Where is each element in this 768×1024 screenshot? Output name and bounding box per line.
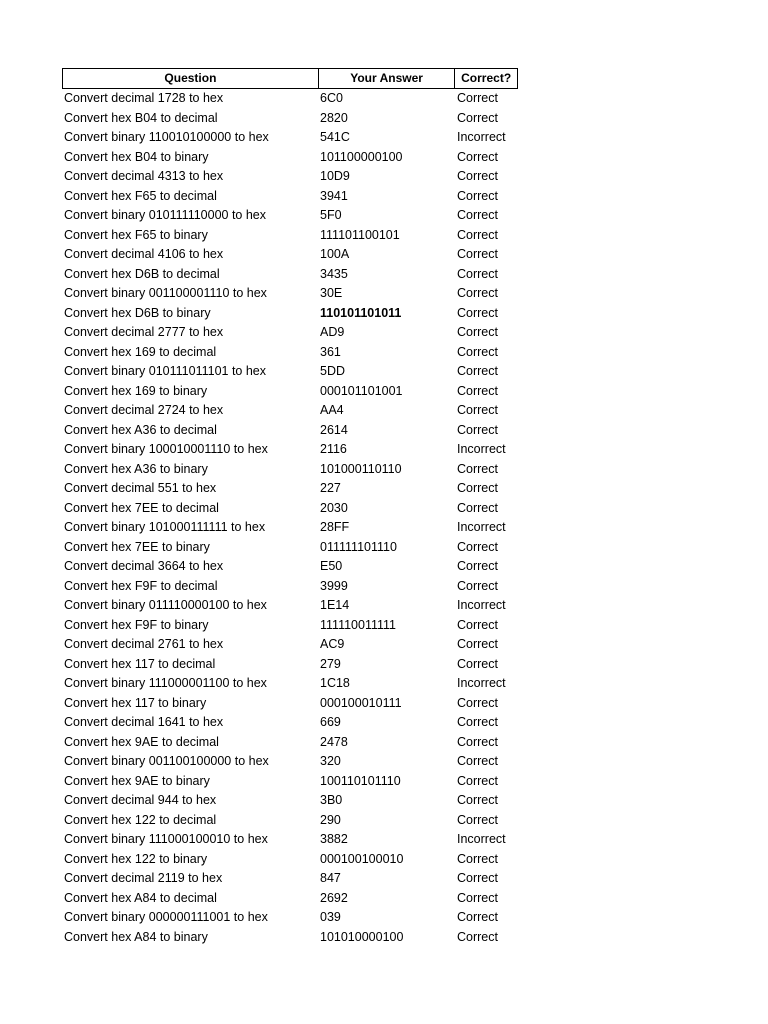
answer-cell: 5DD [320, 364, 346, 378]
table-row [62, 869, 518, 889]
question-cell: Convert binary 110010100000 to hex [64, 130, 269, 144]
answer-cell: 1E14 [320, 598, 350, 612]
correct-cell: Correct [457, 812, 498, 827]
answer-cell: 111101100101 [320, 227, 400, 242]
table-row [62, 128, 518, 148]
correct-cell: Correct [457, 305, 498, 320]
correct-cell: Correct [457, 481, 498, 495]
answer-cell: 6C0 [320, 91, 343, 105]
question-cell: Convert hex D6B to decimal [64, 266, 220, 281]
question-cell: Convert decimal 3664 to hex [64, 559, 224, 573]
question-cell: Convert binary 011110000100 to hex [64, 598, 267, 612]
answer-cell: 847 [320, 871, 341, 885]
answer-sheet-table [62, 68, 518, 947]
question-cell: Convert hex 117 to binary [64, 695, 207, 710]
question-cell: Convert hex F9F to decimal [64, 578, 218, 593]
question-cell: Convert binary 001100100000 to hex [64, 754, 269, 768]
table-body [62, 89, 518, 947]
table-row [62, 830, 518, 850]
table-row [62, 167, 518, 187]
correct-cell: Incorrect [457, 130, 506, 144]
answer-cell: 111110011111 [320, 617, 397, 632]
question-cell: Convert hex A84 to binary [64, 929, 208, 944]
correct-cell: Correct [457, 656, 498, 671]
table-row [62, 304, 518, 324]
answer-cell: 30E [320, 286, 343, 300]
table-row [62, 674, 518, 694]
correct-cell: Correct [457, 208, 498, 222]
answer-cell: 2692 [320, 890, 348, 905]
question-cell: Convert decimal 2119 to hex [64, 871, 223, 885]
question-cell: Convert binary 111000001100 to hex [64, 676, 267, 690]
correct-cell: Correct [457, 715, 498, 729]
answer-cell: E50 [320, 559, 343, 573]
correct-cell: Correct [457, 578, 498, 593]
table-row [62, 557, 518, 577]
question-cell: Convert hex A36 to decimal [64, 422, 217, 437]
question-cell: Convert binary 101000111111 to hex [64, 520, 266, 534]
table-row [62, 577, 518, 597]
question-cell: Convert binary 010111110000 to hex [64, 208, 266, 222]
question-cell: Convert hex 122 to decimal [64, 812, 217, 827]
correct-cell: Correct [457, 344, 498, 359]
table-row [62, 850, 518, 870]
correct-cell: Correct [457, 188, 498, 203]
question-cell: Convert hex 7EE to decimal [64, 500, 219, 515]
answer-cell: 320 [320, 754, 341, 768]
table-row [62, 928, 518, 948]
question-cell: Convert decimal 1641 to hex [64, 715, 224, 729]
table-row [62, 791, 518, 811]
answer-cell: 2030 [320, 500, 348, 515]
question-cell: Convert binary 100010001110 to hex [64, 442, 268, 456]
answer-cell: 100110101110 [320, 773, 401, 788]
table-row [62, 382, 518, 402]
header-correct: Correct? [454, 69, 517, 88]
table-row [62, 265, 518, 285]
answer-cell: 290 [320, 812, 341, 827]
correct-cell: Correct [457, 559, 498, 573]
answer-cell: 28FF [320, 520, 350, 534]
answer-cell: 3882 [320, 832, 348, 846]
correct-cell: Incorrect [457, 832, 506, 846]
answer-cell: AC9 [320, 637, 345, 651]
question-cell: Convert hex B04 to decimal [64, 110, 218, 125]
answer-cell: 2820 [320, 110, 348, 125]
table-row [62, 479, 518, 499]
question-cell: Convert hex D6B to binary [64, 305, 211, 320]
table-row [62, 499, 518, 519]
table-row [62, 538, 518, 558]
correct-cell: Correct [457, 734, 498, 749]
question-cell: Convert decimal 551 to hex [64, 481, 217, 495]
correct-cell: Correct [457, 793, 498, 807]
answer-cell: 3999 [320, 578, 348, 593]
table-row [62, 635, 518, 655]
answer-cell: 101010000100 [320, 929, 404, 944]
answer-cell: 3435 [320, 266, 348, 281]
answer-cell: 279 [320, 656, 341, 671]
correct-cell: Correct [457, 403, 498, 417]
correct-cell: Correct [457, 227, 498, 242]
correct-cell: Correct [457, 461, 498, 476]
question-cell: Convert hex F65 to decimal [64, 188, 217, 203]
answer-cell: 5F0 [320, 208, 342, 222]
table-row [62, 460, 518, 480]
correct-cell: Correct [457, 500, 498, 515]
question-cell: Convert hex 122 to binary [64, 851, 208, 866]
answer-cell: 100A [320, 247, 350, 261]
correct-cell: Correct [457, 325, 498, 339]
correct-cell: Correct [457, 871, 498, 885]
table-row [62, 421, 518, 441]
correct-cell: Correct [457, 286, 498, 300]
table-row [62, 440, 518, 460]
question-cell: Convert decimal 4313 to hex [64, 169, 224, 183]
question-cell: Convert hex 169 to decimal [64, 344, 217, 359]
table-row [62, 616, 518, 636]
correct-cell: Incorrect [457, 598, 506, 612]
correct-cell: Correct [457, 110, 498, 125]
answer-cell: 3941 [320, 188, 348, 203]
table-row [62, 811, 518, 831]
table-row [62, 401, 518, 421]
answer-cell: 011111101110 [320, 539, 397, 554]
correct-cell: Correct [457, 266, 498, 281]
correct-cell: Correct [457, 422, 498, 437]
answer-cell: 2116 [320, 442, 347, 456]
question-cell: Convert binary 111000100010 to hex [64, 832, 268, 846]
answer-cell: 000100010111 [320, 695, 402, 710]
correct-cell: Correct [457, 754, 498, 768]
correct-cell: Correct [457, 929, 498, 944]
correct-cell: Correct [457, 637, 498, 651]
question-cell: Convert binary 000000111001 to hex [64, 910, 268, 924]
question-cell: Convert decimal 944 to hex [64, 793, 217, 807]
question-cell: Convert binary 001100001110 to hex [64, 286, 267, 300]
correct-cell: Correct [457, 910, 498, 924]
correct-cell: Correct [457, 695, 498, 710]
question-cell: Convert decimal 2761 to hex [64, 637, 224, 651]
table-row [62, 752, 518, 772]
question-cell: Convert hex F9F to binary [64, 617, 209, 632]
header-your-answer: Your Answer [318, 69, 454, 88]
correct-cell: Incorrect [457, 520, 506, 534]
correct-cell: Correct [457, 539, 498, 554]
table-row [62, 596, 518, 616]
correct-cell: Correct [457, 617, 498, 632]
question-cell: Convert hex B04 to binary [64, 149, 209, 164]
answer-cell: AA4 [320, 403, 344, 417]
table-row [62, 206, 518, 226]
table-row [62, 284, 518, 304]
correct-cell: Correct [457, 364, 498, 378]
question-cell: Convert decimal 2777 to hex [64, 325, 224, 339]
answer-cell: 669 [320, 715, 341, 729]
question-cell: Convert hex 117 to decimal [64, 656, 216, 671]
correct-cell: Correct [457, 773, 498, 788]
answer-cell: 000101101001 [320, 383, 403, 398]
correct-cell: Correct [457, 383, 498, 398]
question-cell: Convert decimal 4106 to hex [64, 247, 224, 261]
question-cell: Convert hex F65 to binary [64, 227, 208, 242]
table-row [62, 713, 518, 733]
answer-cell: 361 [320, 344, 341, 359]
answer-cell: 2614 [320, 422, 348, 437]
answer-cell: 110101101011 [320, 305, 402, 320]
question-cell: Convert hex 9AE to binary [64, 773, 210, 788]
question-cell: Convert binary 010111011101 to hex [64, 364, 266, 378]
answer-cell: 101100000100 [320, 149, 403, 164]
table-row [62, 245, 518, 265]
answer-cell: 101000110110 [320, 461, 402, 476]
answer-cell: 000100100010 [320, 851, 404, 866]
table-row [62, 694, 518, 714]
table-row [62, 518, 518, 538]
table-row [62, 772, 518, 792]
correct-cell: Correct [457, 169, 498, 183]
answer-cell: 039 [320, 910, 341, 924]
table-row [62, 89, 518, 109]
header-question: Question [164, 71, 217, 85]
table-row [62, 148, 518, 168]
answer-cell: 3B0 [320, 793, 343, 807]
answer-cell: 227 [320, 481, 341, 495]
correct-cell: Correct [457, 91, 498, 105]
question-cell: Convert hex 9AE to decimal [64, 734, 219, 749]
table-row [62, 187, 518, 207]
correct-cell: Incorrect [457, 676, 506, 690]
question-cell: Convert hex A84 to decimal [64, 890, 217, 905]
question-cell: Convert decimal 1728 to hex [64, 91, 224, 105]
table-row [62, 109, 518, 129]
answer-cell: 2478 [320, 734, 348, 749]
table-row [62, 733, 518, 753]
table-row [62, 362, 518, 382]
table-row [62, 908, 518, 928]
answer-cell: 541C [320, 130, 350, 144]
correct-cell: Correct [457, 890, 498, 905]
correct-cell: Correct [457, 851, 498, 866]
table-header [62, 68, 518, 89]
question-cell: Convert hex 7EE to binary [64, 539, 210, 554]
question-cell: Convert decimal 2724 to hex [64, 403, 224, 417]
answer-cell: AD9 [320, 325, 345, 339]
question-cell: Convert hex 169 to binary [64, 383, 208, 398]
table-row [62, 226, 518, 246]
correct-cell: Incorrect [457, 442, 506, 456]
table-row [62, 655, 518, 675]
table-row [62, 323, 518, 343]
table-row [62, 889, 518, 909]
answer-cell: 10D9 [320, 169, 350, 183]
question-cell: Convert hex A36 to binary [64, 461, 208, 476]
answer-cell: 1C18 [320, 676, 350, 690]
correct-cell: Correct [457, 247, 498, 261]
correct-cell: Correct [457, 149, 498, 164]
table-row [62, 343, 518, 363]
